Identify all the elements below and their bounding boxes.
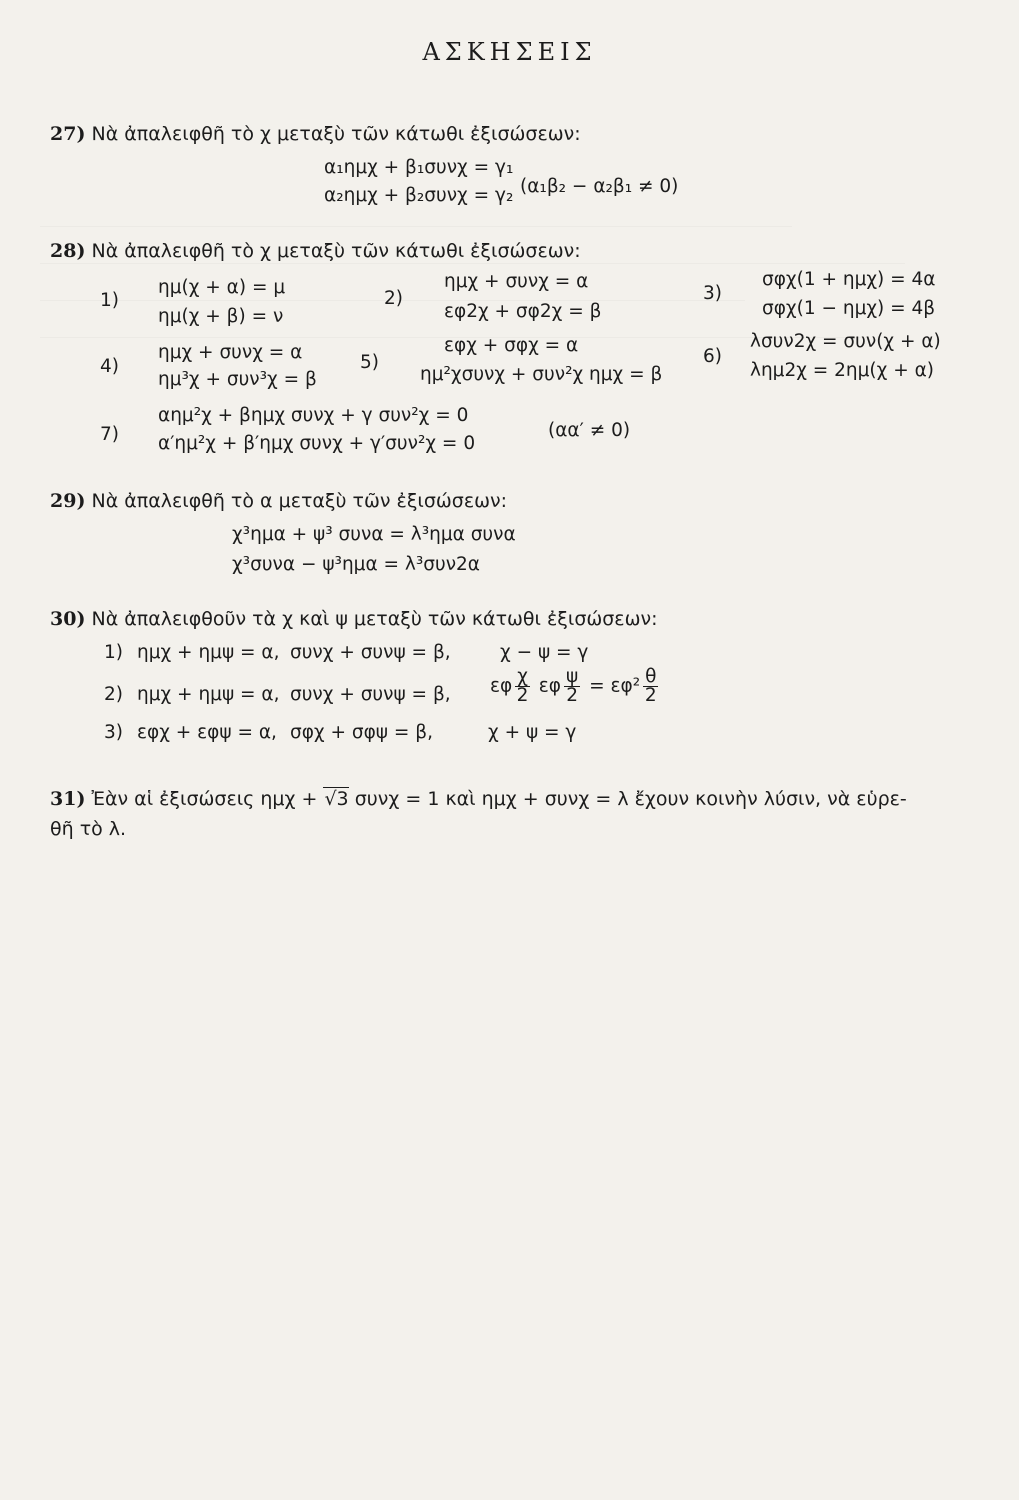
part-3-eq-1: σφχ(1 + ημχ) = 4α	[762, 269, 936, 290]
exercise-number: 29)	[50, 490, 86, 512]
exercise-29-eq-2: χ³συνα − ψ³ημα = λ³συν2α	[232, 554, 480, 575]
exercise-27-eq-2: α₂ημχ + β₂συνχ = γ₂	[324, 185, 514, 206]
equals-ef-squared: = εφ²	[589, 675, 641, 697]
exercise-number: 27)	[50, 123, 86, 145]
system-1-eq-b: συνχ + συνψ = β,	[290, 642, 451, 663]
part-6-eq-2: λημ2χ = 2ημ(χ + α)	[750, 360, 935, 381]
sqrt-three: √3	[324, 788, 349, 810]
part-5-label: 5)	[360, 352, 379, 373]
fraction-psi-over-2	[564, 668, 580, 705]
numerator: θ	[645, 666, 657, 687]
system-2-label: 2)	[104, 684, 123, 705]
part-1-eq-1: ημ(χ + α) = μ	[158, 277, 286, 298]
system-2-eq-b: συνχ + συνψ = β,	[290, 684, 451, 705]
part-7-eq-2: α′ημ²χ + β′ημχ συνχ + γ′συν²χ = 0	[158, 433, 476, 454]
exercise-text-cont: συνχ = 1 καὶ ημχ + συνχ = λ ἔχουν κοινὴν λύσιν, νὰ εὑρε-	[354, 788, 907, 810]
part-2-eq-2: εφ2χ + σφ2χ = β	[444, 301, 602, 322]
system-2-eq-a: ημχ + ημψ = α,	[137, 684, 280, 705]
exercise-text: Νὰ ἀπαλειφθῆ τὸ χ μεταξὺ τῶν κάτωθι ἐξισώσεων:	[91, 123, 581, 145]
part-6-label: 6)	[703, 346, 722, 367]
system-3-eq-a: εφχ + εφψ = α,	[137, 722, 277, 743]
part-5-eq-2: ημ²χσυνχ + συν²χ ημχ = β	[420, 364, 663, 385]
exercise-29-eq-1: χ³ημα + ψ³ συνα = λ³ημα συνα	[232, 524, 516, 545]
denominator: 2	[566, 685, 579, 706]
page-title: ΑΣΚΗΣΕΙΣ	[422, 38, 597, 66]
exercise-text: Νὰ ἀπαλειφθοῦν τὰ χ καὶ ψ μεταξὺ τῶν κάτωθι ἐξισώσεων:	[91, 608, 658, 630]
exercise-text: Νὰ ἀπαλειφθῆ τὸ α μεταξὺ τῶν ἐξισώσεων:	[91, 490, 508, 512]
exercise-number: 28)	[50, 240, 86, 262]
exercise-27-statement	[50, 123, 581, 145]
fraction-x-over-2	[515, 668, 530, 705]
exercise-28-statement	[50, 240, 581, 262]
system-1-eq-a: ημχ + ημψ = α,	[137, 642, 280, 663]
system-1-eq-c: χ − ψ = γ	[500, 642, 589, 663]
part-4-eq-2: ημ³χ + συν³χ = β	[158, 369, 317, 390]
part-3-label: 3)	[703, 283, 722, 304]
system-3-eq-b: σφχ + σφψ = β,	[290, 722, 433, 743]
system-3-label: 3)	[104, 722, 123, 743]
exercise-31-line-2: θῆ τὸ λ.	[50, 818, 127, 840]
system-3-eq-c: χ + ψ = γ	[488, 722, 577, 743]
part-7-eq-1: αημ²χ + βημχ συνχ + γ συν²χ = 0	[158, 405, 469, 426]
denominator: 2	[516, 685, 529, 706]
numerator: ψ	[566, 666, 579, 687]
exercise-number: 30)	[50, 608, 86, 630]
part-6-eq-1: λσυν2χ = συν(χ + α)	[750, 331, 941, 352]
part-5-eq-1: εφχ + σφχ = α	[444, 335, 579, 356]
exercise-31-statement	[50, 788, 907, 810]
exercise-29-statement	[50, 490, 507, 512]
ef-symbol: εφ	[538, 675, 562, 697]
system-2-eq-c	[490, 668, 661, 705]
part-1-eq-2: ημ(χ + β) = ν	[158, 306, 284, 327]
part-7-label: 7)	[100, 424, 119, 445]
part-2-label: 2)	[384, 288, 403, 309]
fraction-theta-over-2	[643, 668, 658, 705]
part-7-condition: (αα′ ≠ 0)	[548, 420, 631, 441]
ef-symbol: εφ	[490, 675, 513, 697]
numerator: χ	[517, 666, 528, 687]
denominator: 2	[644, 685, 657, 706]
part-1-label: 1)	[100, 290, 119, 311]
exercise-number: 31)	[50, 788, 86, 810]
exercise-27-eq-1: α₁ημχ + β₁συνχ = γ₁	[324, 157, 514, 178]
part-2-eq-1: ημχ + συνχ = α	[444, 271, 589, 292]
exercise-text: Νὰ ἀπαλειφθῆ τὸ χ μεταξὺ τῶν κάτωθι ἐξισώσεων:	[91, 240, 581, 262]
part-4-label: 4)	[100, 356, 119, 377]
part-4-eq-1: ημχ + συνχ = α	[158, 342, 303, 363]
exercise-text: Ἐὰν αἱ ἐξισώσεις ημχ +	[91, 788, 318, 810]
exercise-27-condition: (α₁β₂ − α₂β₁ ≠ 0)	[520, 176, 679, 197]
exercise-30-statement	[50, 608, 658, 630]
system-1-label: 1)	[104, 642, 123, 663]
part-3-eq-2: σφχ(1 − ημχ) = 4β	[762, 298, 936, 319]
